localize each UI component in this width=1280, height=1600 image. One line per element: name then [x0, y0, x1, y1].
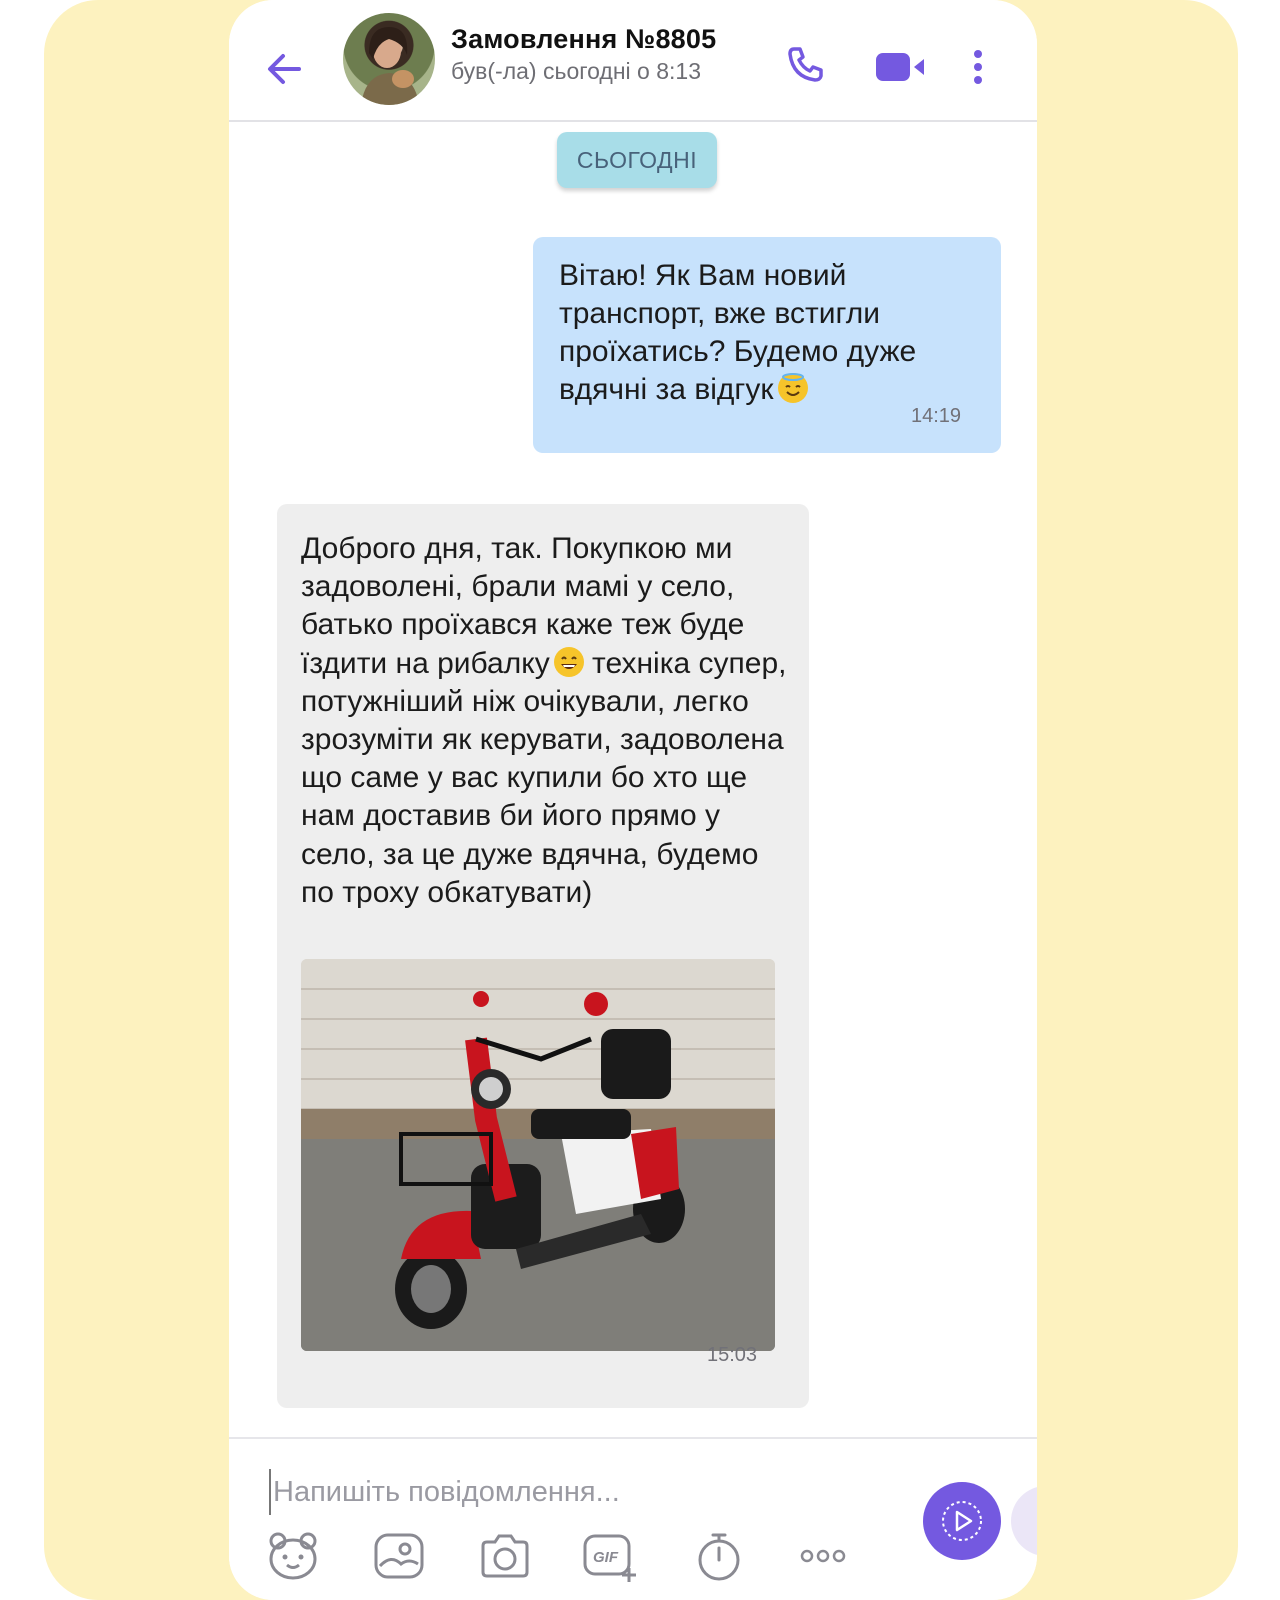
message-input[interactable]	[269, 1469, 895, 1515]
more-vertical-icon[interactable]	[971, 48, 985, 88]
svg-text:GIF: GIF	[593, 1549, 618, 1566]
sticker-bear-icon[interactable]	[265, 1528, 321, 1584]
grinning-face-emoji-icon	[554, 647, 584, 677]
message-text	[559, 257, 979, 409]
chat-header	[229, 0, 1037, 122]
gif-icon[interactable]	[581, 1528, 637, 1584]
outgoing-text: Вітаю! Як Вам новий транспорт, вже встигли проїхатись? Будемо дуже вдячні за відгук	[559, 259, 917, 406]
camera-icon[interactable]	[477, 1528, 533, 1584]
send-button[interactable]	[923, 1482, 1001, 1560]
phone-icon[interactable]	[785, 44, 825, 84]
avatar-photo	[343, 13, 435, 105]
message-time: 14:19	[911, 405, 962, 427]
incoming-text-part1: Доброго дня, так. Покупкою ми задоволені, брали мамі у село, батько проїхався каже теж буде їздити на рибалку	[301, 532, 745, 680]
smiling-face-with-halo-emoji-icon	[778, 373, 808, 403]
outgoing-message-bubble[interactable]	[533, 237, 1001, 453]
chat-title[interactable]: Замовлення №8805	[451, 24, 717, 54]
incoming-text-part2: техніка супер, потужніший ніж очікували, легко зрозуміти як керувати, задоволена що саме у вас купили бо хто ще нам доставив би його прямо у село, за це дуже вдячна, будемо по троху обкатувати)	[301, 646, 787, 909]
timer-icon[interactable]	[691, 1528, 747, 1584]
chat-screen	[229, 0, 1037, 1600]
incoming-message-bubble[interactable]	[277, 504, 809, 1408]
avatar[interactable]	[343, 13, 435, 105]
message-text	[301, 530, 791, 912]
send-play-icon	[923, 1482, 1001, 1560]
video-camera-icon[interactable]	[875, 50, 927, 84]
photo-attachment[interactable]	[301, 959, 775, 1351]
last-seen-status: був(-ла) сьогодні о 8:13	[451, 58, 701, 84]
electric-tricycle-photo	[301, 959, 775, 1351]
composer-bar	[229, 1437, 1037, 1600]
message-time: 15:03	[707, 1344, 758, 1366]
gallery-icon[interactable]	[371, 1528, 427, 1584]
date-separator: СЬОГОДНІ	[557, 132, 717, 188]
extra-action-circle[interactable]	[1011, 1486, 1037, 1556]
more-horizontal-icon[interactable]	[795, 1528, 851, 1584]
back-arrow-icon[interactable]	[263, 48, 305, 90]
